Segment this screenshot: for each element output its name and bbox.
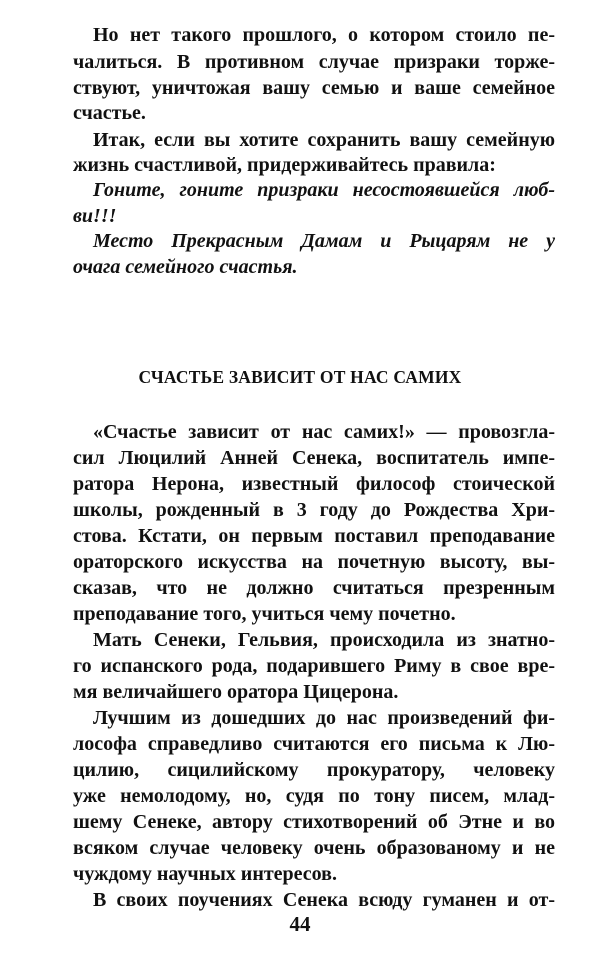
- text-line: сил Люцилий Анней Сенека, воспитатель импе-: [73, 447, 555, 469]
- text-line: мя величайшего оратора Цицерона.: [73, 681, 399, 703]
- text-line: уже немолодому, но, судя по тону писем, млад-: [73, 785, 555, 807]
- text-line: сказав, что не должно считаться презренным: [73, 577, 555, 599]
- text-line: ораторского искусства на почетную высоту, вы-: [73, 551, 555, 573]
- text-line: школы, рожденный в 3 году до Рождества Хри-: [73, 499, 555, 521]
- text-line: Мать Сенеки, Гельвия, происходила из знатно-: [93, 629, 555, 651]
- text-line: В своих поучениях Сенека всюду гуманен и от-: [93, 889, 555, 911]
- text-line: стова. Кстати, он первым поставил преподавание: [73, 525, 555, 547]
- text-line: преподавание того, учиться чему почетно.: [73, 603, 456, 625]
- text-line: Лучшим из дошедших до нас произведений фи-: [93, 707, 555, 729]
- text-line: всяком случае человеку очень образованому и не: [73, 837, 555, 859]
- text-line: шему Сенеке, автору стихотворений об Этне и во: [73, 811, 555, 833]
- text-line: жизнь счастливой, придерживайтесь правила:: [73, 154, 496, 176]
- text-line: Итак, если вы хотите сохранить вашу семейную: [93, 129, 555, 151]
- italic-line: Место Прекрасным Дамам и Рыцарям не у: [93, 230, 555, 252]
- text-line: ратора Нерона, известный философ стоической: [73, 473, 555, 495]
- text-line: чуждому научных интересов.: [73, 863, 337, 885]
- text-line: ствуют, уничтожая вашу семью и ваше семейное: [73, 77, 555, 99]
- italic-line: ви!!!: [73, 205, 117, 227]
- text-line: го испанского рода, подарившего Риму в свое вре-: [73, 655, 555, 677]
- italic-line: очага семейного счастья.: [73, 256, 298, 278]
- text-line: лософа справедливо считаются его письма к Лю-: [73, 733, 555, 755]
- text-line: счастье.: [73, 102, 146, 124]
- page-number: 44: [289, 912, 311, 936]
- text-line: цилию, сицилийскому прокуратору, человеку: [73, 759, 555, 781]
- chapter-title: СЧАСТЬЕ ЗАВИСИТ ОТ НАС САМИХ: [138, 367, 462, 387]
- text-line: Но нет такого прошлого, о котором стоило пе-: [93, 24, 555, 46]
- text-line: чалиться. В противном случае призраки торже-: [73, 51, 555, 73]
- italic-line: Гоните, гоните призраки несостоявшейся люб-: [93, 179, 555, 201]
- text-line: «Счастье зависит от нас самих!» — провозгла-: [93, 421, 555, 443]
